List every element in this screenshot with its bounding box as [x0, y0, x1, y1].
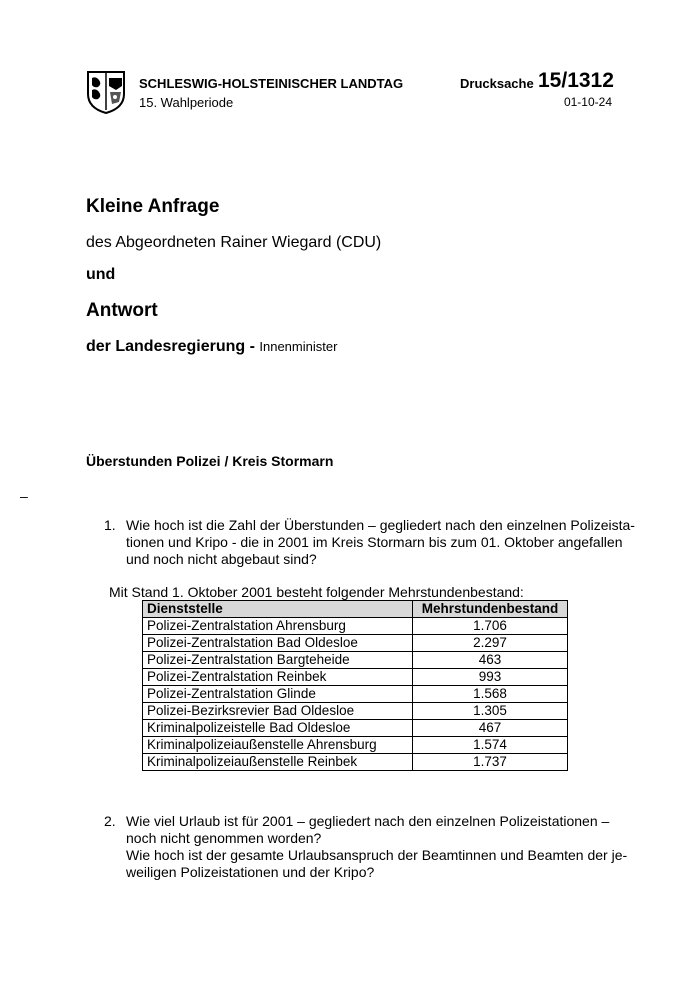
hours-cell: 2.297 [413, 635, 568, 652]
column-header-dienststelle: Dienststelle [143, 601, 413, 618]
dienststelle-cell: Polizei-Zentralstation Bad Oldesloe [143, 635, 413, 652]
responder-line [86, 338, 337, 356]
question-2-line: Wie hoch ist der gesamte Urlaubsanspruch der Beamtinnen und Beamten der je- [126, 847, 628, 863]
table-row [143, 754, 568, 771]
question-1-line: Wie hoch ist die Zahl der Überstunden – gegliedert nach den einzelnen Polizeista- [126, 517, 635, 533]
hours-cell: 1.305 [413, 703, 568, 720]
table-row [143, 652, 568, 669]
document-type-heading: Kleine Anfrage [86, 196, 220, 217]
questioner-line: des Abgeordneten Rainer Wiegard (CDU) [86, 234, 382, 251]
table-row [143, 669, 568, 686]
dienststelle-cell: Kriminalpolizeiaußenstelle Ahrensburg [143, 737, 413, 754]
schleswig-holstein-crest-icon [86, 70, 126, 114]
hours-cell: 1.737 [413, 754, 568, 771]
topic-heading: Überstunden Polizei / Kreis Stormarn [86, 453, 334, 469]
table-row [143, 618, 568, 635]
question-1-line: und noch nicht abgebaut sind? [126, 551, 317, 567]
question-2-line: weiligen Polizeistationen und der Kripo? [126, 864, 375, 880]
hours-cell: 993 [413, 669, 568, 686]
table-row [143, 635, 568, 652]
answer-heading: Antwort [86, 300, 158, 321]
dienststelle-cell: Polizei-Zentralstation Bargteheide [143, 652, 413, 669]
overtime-table [142, 600, 568, 771]
document-date: 01-10-24 [563, 95, 612, 109]
column-header-mehrstundenbestand: Mehrstundenbestand [413, 601, 568, 618]
dienststelle-cell: Kriminalpolizeiaußenstelle Reinbek [143, 754, 413, 771]
responder-ministry: Innenminister [259, 339, 338, 354]
table-row [143, 720, 568, 737]
question-2-line: Wie viel Urlaub ist für 2001 – gegliedert nach den einzelnen Polizeistationen – [126, 813, 610, 829]
question-2-number: 2. [104, 813, 116, 829]
drucksache-label: Drucksache [460, 76, 534, 91]
question-1-number: 1. [104, 517, 116, 533]
und-line: und [86, 266, 116, 283]
institution-name: SCHLESWIG-HOLSTEINISCHER LANDTAG [139, 76, 404, 91]
responder-label: der Landesregierung - [86, 338, 255, 355]
answer-1-intro: Mit Stand 1. Oktober 2001 besteht folgender Mehrstundenbestand: [109, 584, 524, 600]
dienststelle-cell: Polizei-Zentralstation Glinde [143, 686, 413, 703]
table-row [143, 737, 568, 754]
hours-cell: 1.574 [413, 737, 568, 754]
dienststelle-cell: Kriminalpolizeistelle Bad Oldesloe [143, 720, 413, 737]
table-header-row [143, 601, 568, 618]
hours-cell: 1.568 [413, 686, 568, 703]
table-row [143, 686, 568, 703]
margin-dash: – [20, 488, 28, 504]
dienststelle-cell: Polizei-Zentralstation Reinbek [143, 669, 413, 686]
election-period: 15. Wahlperiode [139, 95, 234, 110]
hours-cell: 1.706 [413, 618, 568, 635]
question-2-line: noch nicht genommen worden? [126, 830, 322, 846]
question-1-line: tionen und Kripo - die in 2001 im Kreis Stormarn bis zum 01. Oktober angefallen [126, 534, 623, 550]
hours-cell: 463 [413, 652, 568, 669]
hours-cell: 467 [413, 720, 568, 737]
dienststelle-cell: Polizei-Zentralstation Ahrensburg [143, 618, 413, 635]
table-row [143, 703, 568, 720]
dienststelle-cell: Polizei-Bezirksrevier Bad Oldesloe [143, 703, 413, 720]
drucksache-number: 15/1312 [538, 69, 614, 92]
